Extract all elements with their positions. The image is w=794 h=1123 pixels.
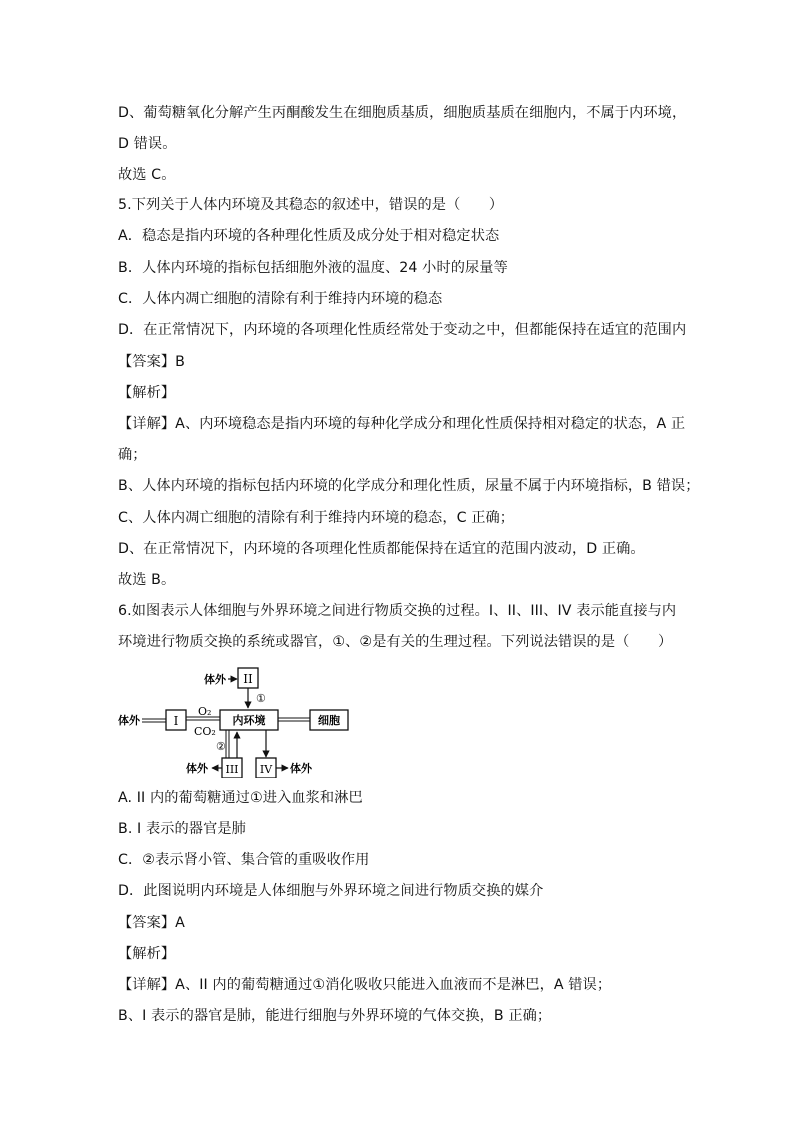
explanation-line: 确； (118, 447, 147, 463)
box-ii-label: II (243, 672, 253, 686)
text-line: 故选 C。 (118, 167, 176, 183)
question-6-stem: 6.如图表示人体细胞与外界环境之间进行物质交换的过程。I、II、III、IV 表示能直接与内 (118, 603, 677, 619)
question-6-stem: 环境进行物质交换的系统或器官，①、②是有关的生理过程。下列说法错误的是（ ） (118, 634, 673, 650)
option-a: A．稳态是指内环境的各种理化性质及成分处于相对稳定状态 (118, 228, 500, 244)
text-line: D、葡萄糖氧化分解产生丙酮酸发生在细胞质基质，细胞质基质在细胞内，不属于内环境， (118, 105, 687, 121)
outside-label: 体外 (186, 762, 208, 775)
box-iii-label: III (225, 763, 239, 776)
answer-label: 【答案】A (118, 915, 185, 931)
explanation-line: 【详解】A、II 内的葡萄糖通过①消化吸收只能进入血液而不是淋巴，A 错误； (118, 977, 612, 993)
outside-label: 体外 (290, 762, 312, 775)
option-c: C．人体内凋亡细胞的清除有利于维持内环境的稳态 (118, 291, 443, 307)
question-5-stem: 5.下列关于人体内环境及其稳态的叙述中，错误的是（ ） (118, 197, 504, 213)
option-d: D．在正常情况下，内环境的各项理化性质经常处于变动之中，但都能保持在适宜的范围内 (118, 322, 687, 338)
option-a: A. II 内的葡萄糖通过①进入血浆和淋巴 (118, 790, 363, 806)
explanation-line: C、人体内凋亡细胞的清除有利于维持内环境的稳态，C 正确； (118, 510, 515, 526)
explanation-line: B、人体内环境的指标包括内环境的化学成分和理化性质，尿量不属于内环境指标，B 错误； (118, 478, 700, 494)
internal-environment-label: 内环境 (232, 714, 266, 727)
o2-label: O₂ (198, 705, 212, 718)
cell-label: 细胞 (318, 714, 340, 727)
box-i-label: I (173, 714, 179, 728)
outside-label: 体外 (118, 714, 140, 727)
outside-label: 体外 (204, 673, 226, 686)
text-line: D 错误。 (118, 136, 177, 152)
option-b: B．人体内环境的指标包括细胞外液的温度、24 小时的尿量等 (118, 260, 508, 276)
explanation-line: 【详解】A、内环境稳态是指内环境的每种化学成分和理化性质保持相对稳定的状态，A 正 (118, 416, 686, 432)
answer-label: 【答案】B (118, 354, 185, 370)
co2-label: CO₂ (194, 725, 216, 738)
box-iv-label: IV (259, 763, 273, 776)
analysis-label: 【解析】 (118, 385, 176, 401)
process-2-label: ② (216, 740, 226, 753)
explanation-line: D、在正常情况下，内环境的各项理化性质都能保持在适宜的范围内波动，D 正确。 (118, 541, 645, 557)
option-d: D．此图说明内环境是人体细胞与外界环境之间进行物质交换的媒介 (118, 883, 544, 899)
conclusion-line: 故选 B。 (118, 572, 176, 588)
material-exchange-diagram (118, 662, 418, 778)
option-c: C．②表示肾小管、集合管的重吸收作用 (118, 852, 370, 868)
analysis-label: 【解析】 (118, 946, 176, 962)
explanation-line: B、I 表示的器官是肺，能进行细胞与外界环境的气体交换，B 正确； (118, 1008, 552, 1024)
option-b: B. I 表示的器官是肺 (118, 821, 246, 837)
process-1-label: ① (256, 692, 266, 705)
